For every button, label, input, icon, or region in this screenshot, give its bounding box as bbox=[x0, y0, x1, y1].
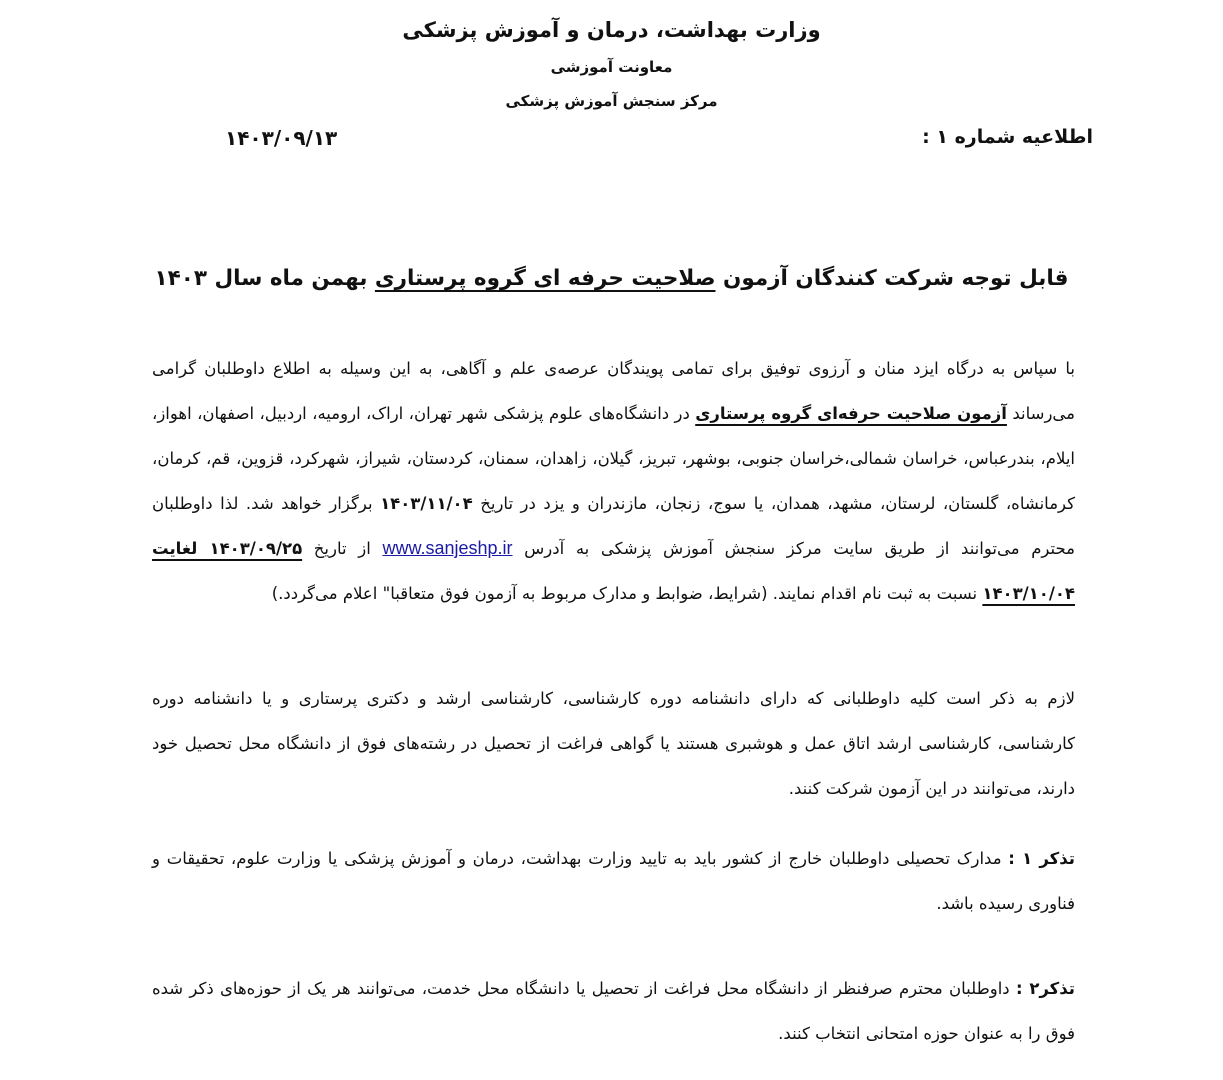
announcement-title bbox=[150, 266, 1073, 291]
note-2-label: تذکر۲ : bbox=[1015, 979, 1075, 998]
registration-period: ۱۴۰۳/۰۹/۲۵ لغایت ۱۴۰۳/۱۰/۰۴ bbox=[152, 539, 1075, 603]
center-heading: مرکز سنجش آموزش پزشکی bbox=[505, 92, 718, 110]
paragraph-text: از تاریخ bbox=[302, 539, 383, 558]
website-link[interactable]: www.sanjeshp.ir bbox=[382, 538, 513, 558]
notice-number: اطلاعیه شماره ۱ : bbox=[922, 126, 1093, 148]
title-part-1: قابل توجه شرکت کنندگان آزمون bbox=[715, 266, 1069, 291]
note-2 bbox=[152, 966, 1075, 1056]
notice-date: ۱۴۰۳/۰۹/۱۳ bbox=[225, 126, 338, 150]
exam-name: آزمون صلاحیت حرفه‌ای گروه پرستاری bbox=[695, 404, 1007, 423]
paragraph-text: برگزار خواهد شد. لذا داوطلبان محترم می‌توانند از طریق سایت مرکز سنجش آموزش پزشکی به آدرس bbox=[152, 494, 1075, 558]
exam-date: ۱۴۰۳/۱۱/۰۴ bbox=[380, 494, 473, 513]
title-part-2: بهمن ماه سال ۱۴۰۳ bbox=[154, 266, 375, 291]
note-1-label: تذکر ۱ : bbox=[1008, 849, 1075, 868]
note-1-text: مدارک تحصیلی داوطلبان خارج از کشور باید به تایید وزارت بهداشت، درمان و آموزش پزشکی یا وزارت علوم، تحقیقات و فناوری رسیده باشد. bbox=[152, 849, 1075, 913]
note-2-text: داوطلبان محترم صرفنظر از دانشگاه محل فراغت از تحصیل یا دانشگاه محل خدمت، می‌توانند هر یک از حوزه‌های ذکر شده فوق را به عنوان حوزه امتحانی انتخاب کنند. bbox=[152, 979, 1075, 1043]
deputy-heading: معاونت آموزشی bbox=[550, 58, 673, 76]
paragraph-eligibility: لازم به ذکر است کلیه داوطلبانی که دارای دانشنامه دوره کارشناسی، کارشناسی ارشد و دکتری پرستاری و یا دانشنامه دوره کارشناسی، کارشناسی ارشد اتاق عمل و هوشبری هستند یا گواهی فراغت از تحصیل در رشته‌های فوق از دانشگاه محل تحصیل خود دارند، می‌توانند در این آزمون شرکت کنند. bbox=[152, 689, 1075, 798]
paragraph-text: نسبت به ثبت نام اقدام نمایند. (شرایط، ضوابط و مدارک مربوط به آزمون فوق متعاقبا" اعلام می‌گردد.) bbox=[271, 584, 983, 603]
note-1 bbox=[152, 836, 1075, 926]
paragraph-text: در دانشگاه‌های علوم پزشکی شهر تهران، اراک، ارومیه، اردبیل، اصفهان، اهواز، ایلام، بندرعباس، خراسان شمالی،خراسان جنوبی، بوشهر، تبریز، گیلان، زاهدان، سمنان، کردستان، شیراز، شهرکرد، قزوین، قم، کرمان، کرمانشاه، گلستان، لرستان، مشهد، همدان، یا سوج، زنجان، مازندران و یزد در تاریخ bbox=[152, 404, 1075, 513]
paragraph-text: با سپاس به درگاه ایزد منان و آرزوی توفیق برای تمامی پویندگان عرصه‌ی علم و آگاهی، به این وسیله به اطلاع داوطلبان گرامی می‌رساند bbox=[152, 359, 1075, 423]
notice-row bbox=[225, 126, 1093, 160]
ministry-heading: وزارت بهداشت، درمان و آموزش پزشکی bbox=[402, 18, 821, 42]
paragraph-main bbox=[152, 346, 1075, 616]
title-underlined: صلاحیت حرفه ای گروه پرستاری bbox=[374, 266, 716, 291]
